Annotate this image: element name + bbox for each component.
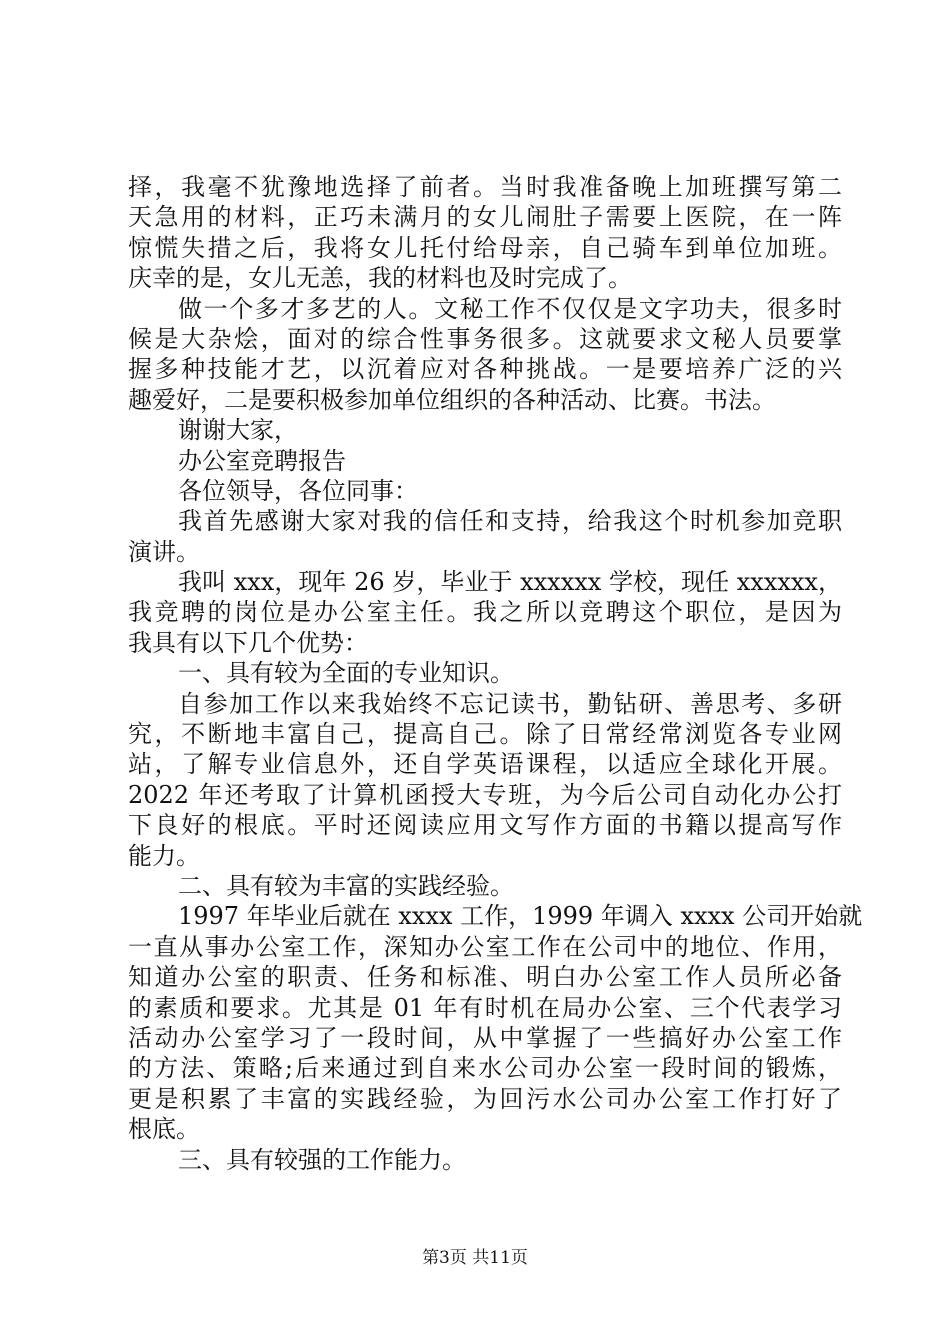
paragraph — [128, 689, 842, 871]
paragraph — [128, 871, 842, 901]
text-line: 庆幸的是，女儿无恙，我的材料也及时完成了。 — [128, 264, 632, 293]
text-line: 1997 年毕业后就在 xxxx 工作，1999 年调入 xxxx 公司开始就 — [178, 902, 863, 931]
text-line: 下良好的根底。平时还阅读应用文写作方面的书籍以提高写作 — [128, 811, 842, 840]
text-line: 三、具有较强的工作能力。 — [178, 1145, 466, 1174]
text-line: 择，我毫不犹豫地选择了前者。当时我准备晚上加班撰写第二 — [128, 173, 842, 201]
text-line: 谢谢大家， — [178, 416, 298, 445]
page-number: 第3页 共11页 — [422, 1248, 528, 1268]
text-line: 我竞聘的岗位是办公室主任。我之所以竞聘这个职位，是因为 — [128, 598, 842, 627]
text-line: 活动办公室学习了一段时间，从中掌握了一些搞好办公室工作 — [128, 1023, 842, 1052]
text-line: 2022 年还考取了计算机函授大专班，为今后公司自动化办公打 — [128, 780, 842, 809]
text-line: 我具有以下几个优势： — [128, 628, 368, 657]
text-line: 能力。 — [128, 841, 200, 870]
text-line: 办公室竞聘报告 — [178, 446, 346, 475]
text-line: 做一个多才多艺的人。文秘工作不仅仅是文字功夫，很多时 — [178, 294, 842, 323]
text-line: 候是大杂烩，面对的综合性事务很多。这就要求文秘人员要掌 — [128, 324, 842, 353]
text-line: 知道办公室的职责、任务和标准、明白办公室工作人员所必备 — [128, 963, 842, 992]
text-line: 我首先感谢大家对我的信任和支持，给我这个时机参加竞职 — [178, 507, 842, 536]
text-line: 自参加工作以来我始终不忘记读书，勤钻研、善思考、多研 — [178, 689, 842, 718]
text-line: 的素质和要求。尤其是 01 年有时机在局办公室、三个代表学习 — [128, 993, 842, 1022]
text-line: 二、具有较为丰富的实践经验。 — [178, 871, 514, 900]
paragraph — [128, 172, 842, 294]
text-line: 究，不断地丰富自己，提高自己。除了日常经常浏览各专业网 — [128, 720, 842, 749]
paragraph — [128, 506, 842, 567]
paragraph — [128, 446, 842, 476]
text-line: 天急用的材料，正巧未满月的女儿闹肚子需要上医院，在一阵 — [128, 203, 842, 232]
document-body — [128, 172, 863, 1175]
text-line: 握多种技能才艺，以沉着应对各种挑战。一是要培养广泛的兴 — [128, 355, 842, 384]
paragraph — [128, 567, 842, 658]
text-line: 的方法、策略;后来通过到自来水公司办公室一段时间的锻炼， — [128, 1054, 842, 1083]
paragraph — [128, 901, 863, 1144]
text-line: 根底。 — [128, 1115, 200, 1144]
text-line: 趣爱好，二是要积极参加单位组织的各种活动、比赛。书法。 — [128, 385, 776, 414]
paragraph — [128, 415, 842, 445]
text-line: 一直从事办公室工作，深知办公室工作在公司中的地位、作用， — [128, 932, 842, 961]
paragraph — [128, 476, 842, 506]
text-line: 各位领导，各位同事： — [178, 476, 418, 505]
paragraph — [128, 1145, 842, 1175]
text-line: 一、具有较为全面的专业知识。 — [178, 659, 514, 688]
text-line: 演讲。 — [128, 537, 200, 566]
paragraph — [128, 294, 842, 416]
text-line: 我叫 xxx，现年 26 岁，毕业于 xxxxxx 学校，现任 xxxxxx， — [178, 568, 842, 597]
paragraph — [128, 658, 842, 688]
text-line: 惊慌失措之后，我将女儿托付给母亲，自己骑车到单位加班。 — [128, 233, 842, 262]
text-line: 更是积累了丰富的实践经验，为回污水公司办公室工作打好了 — [128, 1084, 842, 1113]
text-line: 站，了解专业信息外，还自学英语课程，以适应全球化开展。 — [128, 750, 842, 779]
